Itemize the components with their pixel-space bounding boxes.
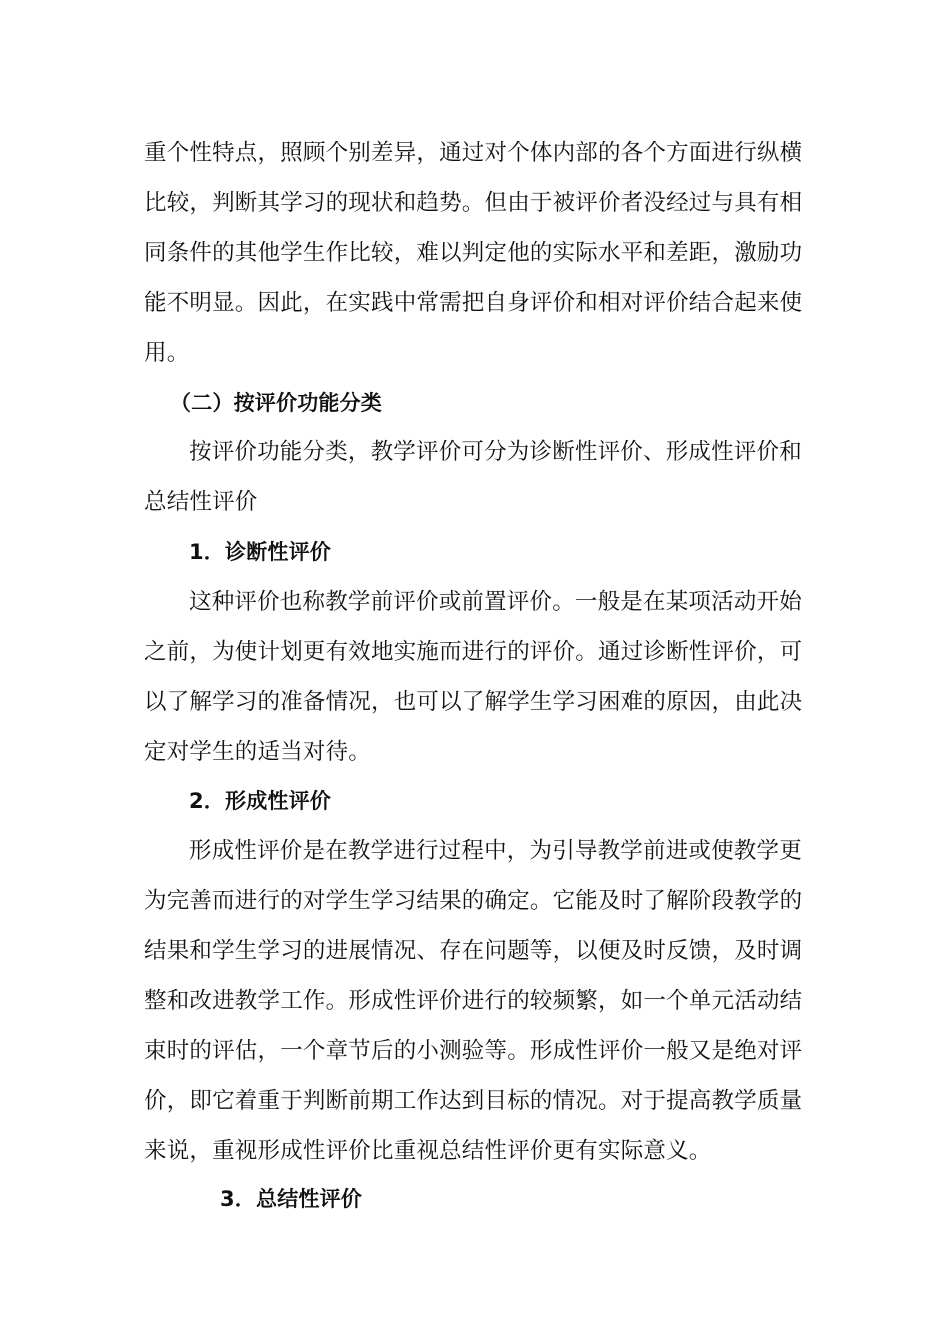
- paragraph-line: 之前，为使计划更有效地实施而进行的评价。通过诊断性评价，可: [144, 639, 803, 665]
- paragraph-line: 总结性评价: [144, 489, 258, 515]
- paragraph-line: 形成性评价是在教学进行过程中，为引导教学前进或使教学更: [189, 838, 802, 864]
- subsection-heading: 1．诊断性评价: [189, 540, 332, 564]
- paragraph-line: 价，即它着重于判断前期工作达到目标的情况。对于提高教学质量: [144, 1088, 803, 1114]
- paragraph-line: 整和改进教学工作。形成性评价进行的较频繁，如一个单元活动结: [144, 988, 803, 1014]
- paragraph-line: 结果和学生学习的进展情况、存在问题等，以便及时反馈，及时调: [144, 938, 803, 964]
- paragraph-line: 比较，判断其学习的现状和趋势。但由于被评价者没经过与具有相: [144, 190, 803, 216]
- paragraph-line: 按评价功能分类，教学评价可分为诊断性评价、形成性评价和: [189, 439, 802, 465]
- paragraph-line: 来说，重视形成性评价比重视总结性评价更有实际意义。: [144, 1138, 712, 1164]
- subsection-heading: 3．总结性评价: [220, 1187, 363, 1211]
- paragraph-line: 定对学生的适当对待。: [144, 739, 372, 765]
- subsection-heading: 2．形成性评价: [189, 789, 332, 813]
- section-heading: （二）按评价功能分类: [170, 391, 382, 415]
- paragraph-line: 重个性特点，照顾个别差异，通过对个体内部的各个方面进行纵横: [144, 140, 803, 166]
- paragraph-line: 能不明显。因此，在实践中常需把自身评价和相对评价结合起来使: [144, 290, 803, 316]
- paragraph-line: 用。: [144, 340, 190, 366]
- paragraph-line: 以了解学习的准备情况，也可以了解学生学习困难的原因，由此决: [144, 689, 803, 715]
- paragraph-line: 束时的评估，一个章节后的小测验等。形成性评价一般又是绝对评: [144, 1038, 803, 1064]
- paragraph-line: 同条件的其他学生作比较，难以判定他的实际水平和差距，激励功: [144, 240, 803, 266]
- paragraph-line: 这种评价也称教学前评价或前置评价。一般是在某项活动开始: [189, 589, 802, 615]
- paragraph-line: 为完善而进行的对学生学习结果的确定。它能及时了解阶段教学的: [144, 888, 803, 914]
